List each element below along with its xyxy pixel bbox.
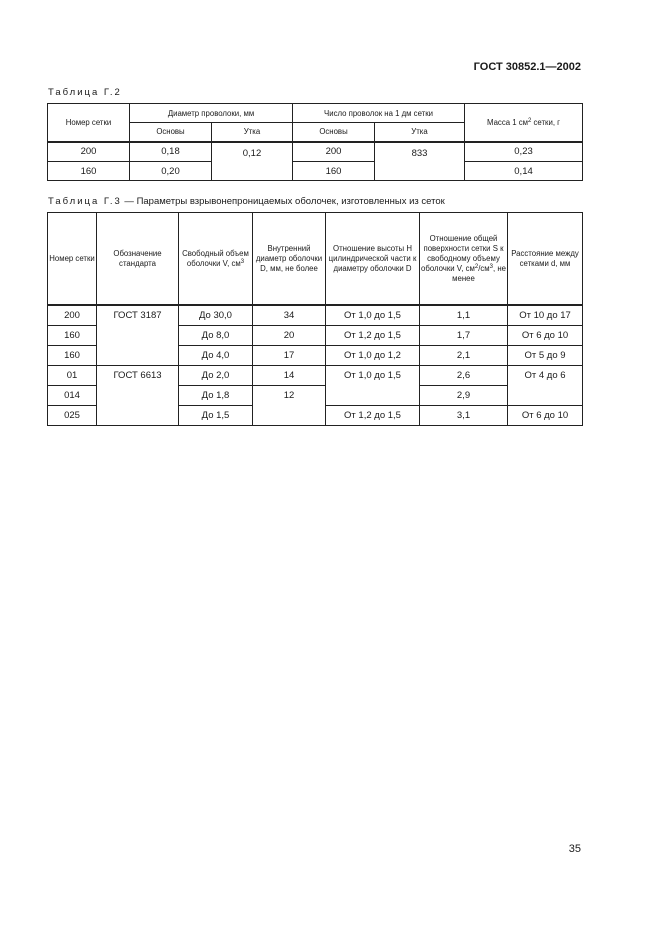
table-cell: 1,7 bbox=[420, 326, 508, 346]
table-row bbox=[48, 142, 583, 162]
table-cell: 160 bbox=[48, 162, 130, 181]
table-cell: 2,6 bbox=[420, 366, 508, 386]
table-cell: 160 bbox=[293, 162, 375, 181]
page-number: 35 bbox=[568, 843, 581, 855]
table-cell: До 4,0 bbox=[179, 346, 253, 366]
table-cell: 025 bbox=[48, 406, 97, 426]
table-cell: До 8,0 bbox=[179, 326, 253, 346]
header-height-ratio: Отношение высоты H цилиндрической части к диаметру оболочки D bbox=[326, 213, 420, 306]
table-row bbox=[48, 366, 583, 386]
table-cell: До 30,0 bbox=[179, 305, 253, 326]
table-cell: 0,18 bbox=[130, 142, 212, 162]
table-cell: От 1,0 до 1,5 bbox=[326, 305, 420, 326]
table-g3 bbox=[47, 212, 583, 426]
header-weft: Утка bbox=[212, 123, 293, 142]
table-cell: 2,1 bbox=[420, 346, 508, 366]
header-surface-ratio: Отношение общей поверхности сетки S к свободному объему оболочки V, $см^2/см^3$, не менее bbox=[420, 213, 508, 306]
header-inner-diameter: Внутренний диаметр оболочки D, мм, не более bbox=[253, 213, 326, 306]
table-g3-caption: Таблица Г.3 — Параметры взрывонепроницаемых оболочек, изготовленных из сеток bbox=[48, 196, 445, 207]
table-cell: До 1,5 bbox=[179, 406, 253, 426]
header-distance: Расстояние между сетками d, мм bbox=[508, 213, 583, 306]
header-warp: Основы bbox=[293, 123, 375, 142]
table-cell: 200 bbox=[48, 142, 130, 162]
header-mesh-number: Номер сетки bbox=[48, 104, 130, 142]
table-cell: 0,20 bbox=[130, 162, 212, 181]
table-cell: 0,23 bbox=[465, 142, 583, 162]
table-cell: От 5 до 9 bbox=[508, 346, 583, 366]
table-cell: 833 bbox=[375, 142, 465, 181]
header-free-volume: Свободный объем оболочки V, $см^3$ bbox=[179, 213, 253, 306]
header-weft: Утка bbox=[375, 123, 465, 142]
table-cell: 01 bbox=[48, 366, 97, 386]
header-warp: Основы bbox=[130, 123, 212, 142]
table-cell: 34 bbox=[253, 305, 326, 326]
table-cell: ГОСТ 6613 bbox=[97, 366, 179, 426]
table-g2-caption: Таблица Г.2 bbox=[48, 87, 122, 98]
table-cell: От 1,0 до 1,5 bbox=[326, 366, 420, 406]
table-cell: 3,1 bbox=[420, 406, 508, 426]
table-cell: 20 bbox=[253, 326, 326, 346]
table-cell: 160 bbox=[48, 326, 97, 346]
table-cell: 1,1 bbox=[420, 305, 508, 326]
table-cell: От 10 до 17 bbox=[508, 305, 583, 326]
table-cell: 12 bbox=[253, 386, 326, 426]
table-cell: От 4 до 6 bbox=[508, 366, 583, 406]
header-mesh-number: Номер сетки bbox=[48, 213, 97, 306]
table-cell: От 6 до 10 bbox=[508, 326, 583, 346]
table-cell: 160 bbox=[48, 346, 97, 366]
table-cell: 014 bbox=[48, 386, 97, 406]
table-cell: 14 bbox=[253, 366, 326, 386]
table-cell: 0,14 bbox=[465, 162, 583, 181]
header-wires-per-dm: Число проволок на 1 дм сетки bbox=[293, 104, 465, 123]
header-mass: Масса 1 $см^2$ сетки, г bbox=[465, 104, 583, 142]
table-cell: До 2,0 bbox=[179, 366, 253, 386]
table-cell: От 1,0 до 1,2 bbox=[326, 346, 420, 366]
table-cell: 2,9 bbox=[420, 386, 508, 406]
table-cell: От 1,2 до 1,5 bbox=[326, 326, 420, 346]
table-cell: От 1,2 до 1,5 bbox=[326, 406, 420, 426]
table-cell: До 1,8 bbox=[179, 386, 253, 406]
header-standard: Обозначение стандарта bbox=[97, 213, 179, 306]
header-wire-diameter: Диаметр проволоки, мм bbox=[130, 104, 293, 123]
standard-designation: ГОСТ 30852.1—2002 bbox=[473, 61, 581, 73]
table-cell: ГОСТ 3187 bbox=[97, 305, 179, 366]
table-cell: 200 bbox=[293, 142, 375, 162]
table-cell: От 6 до 10 bbox=[508, 406, 583, 426]
table-cell: 17 bbox=[253, 346, 326, 366]
table-cell: 200 bbox=[48, 305, 97, 326]
table-row bbox=[48, 305, 583, 326]
table-row bbox=[48, 162, 583, 181]
table-g2 bbox=[47, 103, 583, 181]
table-cell: 0,12 bbox=[212, 142, 293, 181]
